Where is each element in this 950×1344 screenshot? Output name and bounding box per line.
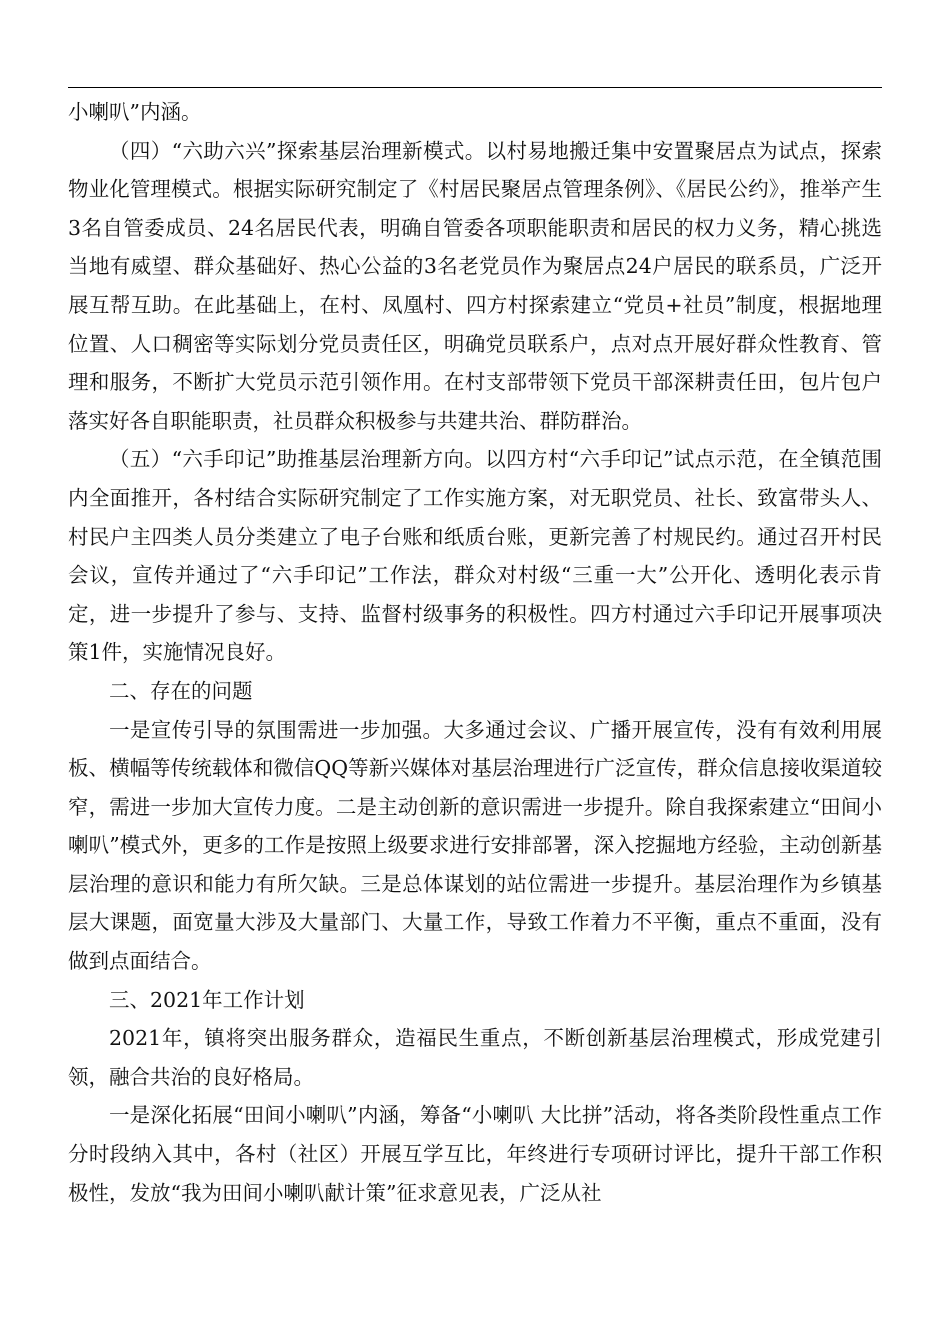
section-five-paragraph: （五）“六手印记”助推基层治理新方向。以四方村“六手印记”试点示范，在全镇范围内全面推开，各村结合实际研究制定了工作实施方案，对无职党员、社长、致富带头人、村民户主四类人员分类建立了电子台账和纸质台账，更新完善了村规民约。通过召开村民会议，宣传并通过了“六手印记”工作法，群众对村级“三重一大”公开化、透明化表示肯定，进一步提升了参与、支持、监督村级事务的积极性。四方村通过六手印记开展事项决策1件，实施情况良好。 (68, 447, 882, 665)
section-four-paragraph: （四）“六助六兴”探索基层治理新模式。以村易地搬迁集中安置聚居点为试点，探索物业化管理模式。根据实际研究制定了《村居民聚居点管理条例》、《居民公约》，推举产生3名自管委成员、24名居民代表，明确自管委各项职能职责和居民的权力义务，精心挑选当地有威望、群众基础好、热心公益的3名老党员作为聚居点24户居民的联系员，广泛开展互帮互助。在此基础上，在村、凤凰村、四方村探索建立“党员+社员”制度，根据地理位置、人口稠密等实际划分党员责任区，明确党员联系户，点对点开展好群众性教育、管理和服务，不断扩大党员示范引领作用。在村支部带领下党员干部深耕责任田，包片包户落实好各自职能职责，社员群众积极参与共建共治、群防群治。 (68, 138, 882, 433)
continuation-paragraph: 小喇叭”内涵。 (68, 100, 202, 124)
header-rule (68, 87, 882, 88)
heading-work-plan: 三、2021年工作计划 (109, 987, 305, 1012)
document-body (68, 93, 882, 1212)
work-plan-item-one-paragraph: 一是深化拓展“田间小喇叭”内涵，筹备“小喇叭 大比拼”活动，将各类阶段性重点工作分时段纳入其中，各村（社区）开展互学互比，年终进行专项研讨评比，提升干部工作积极性，发放“我为田间小喇叭献计策”征求意见表，广泛从社 (68, 1103, 882, 1205)
heading-existing-problems: 二、存在的问题 (109, 678, 253, 703)
work-plan-intro-paragraph: 2021年，镇将突出服务群众，造福民生重点，不断创新基层治理模式，形成党建引领，融合共治的良好格局。 (68, 1026, 882, 1089)
problems-paragraph: 一是宣传引导的氛围需进一步加强。大多通过会议、广播开展宣传，没有有效利用展板、横幅等传统载体和微信QQ等新兴媒体对基层治理进行广泛宣传，群众信息接收渠道较窄，需进一步加大宣传力度。二是主动创新的意识需进一步提升。除自我探索建立“田间小喇叭”模式外，更多的工作是按照上级要求进行安排部署，深入挖掘地方经验，主动创新基层治理的意识和能力有所欠缺。三是总体谋划的站位需进一步提升。基层治理作为乡镇基层大课题，面宽量大涉及大量部门、大量工作，导致工作着力不平衡，重点不重面，没有做到点面结合。 (68, 717, 882, 974)
